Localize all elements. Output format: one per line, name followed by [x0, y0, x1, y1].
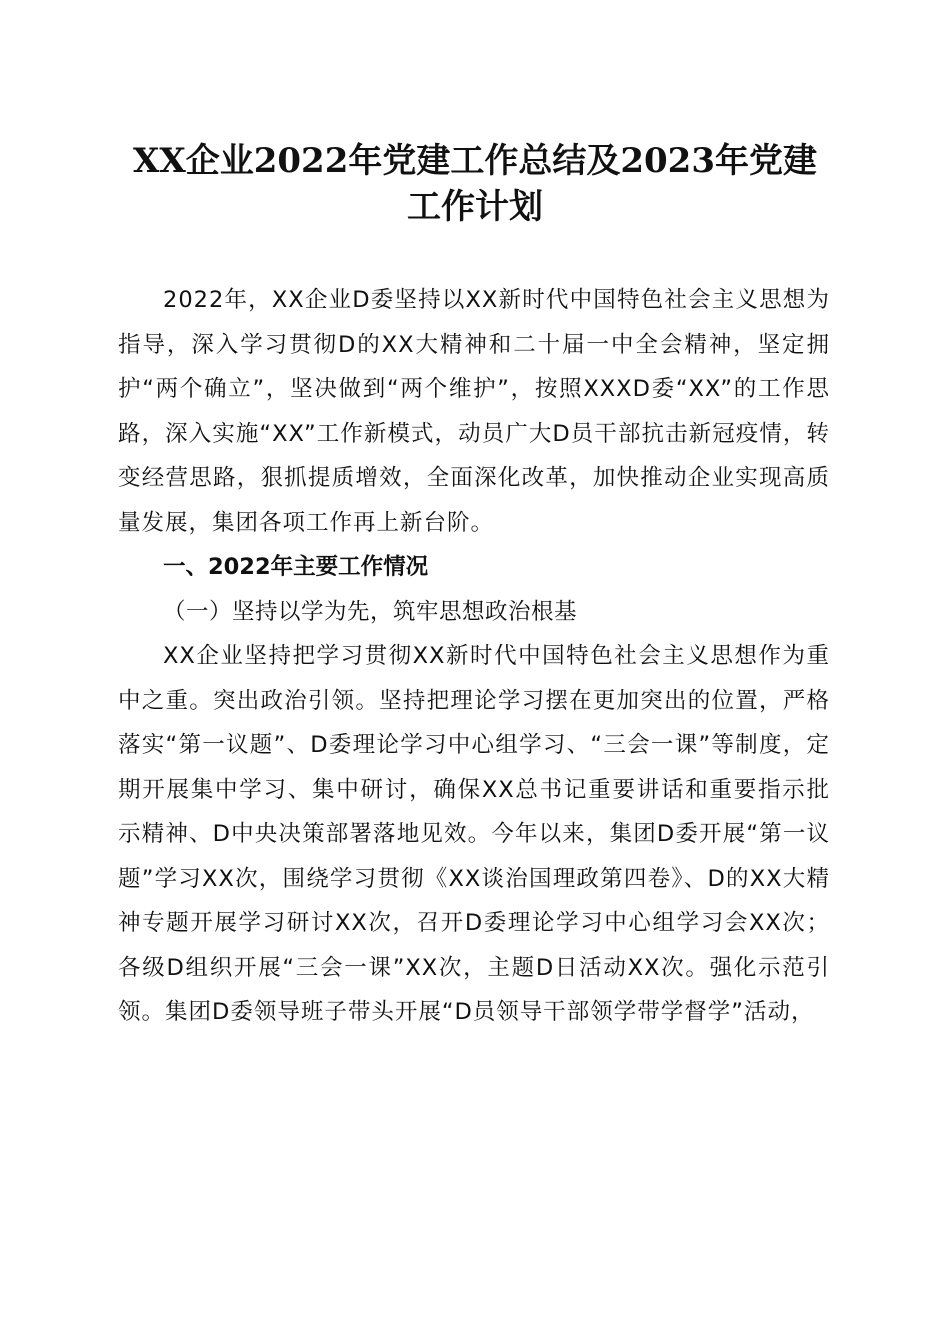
- section-paragraph-1: XX企业坚持把学习贯彻XX新时代中国特色社会主义思想作为重中之重。突出政治引领。坚持把理论学习摆在更加突出的位置，严格落实“第一议题”、D委理论学习中心组学习、“三会一课”等制度，定期开展集中学习、集中研讨，确保XX总书记重要讲话和重要指示批示精神、D中央决策部署落地见效。今年以来，集团D委开展“第一议题”学习XX次，围绕学习贯彻《XX谈治国理政第四卷》、D的XX大精神专题开展学习研讨XX次，召开D委理论学习中心组学习会XX次；各级D组织开展“三会一课”XX次，主题D日活动XX次。强化示范引领。集团D委领导班子带头开展“D员领导干部领学带学督学”活动，: [118, 643, 830, 1025]
- document-title: [120, 138, 830, 230]
- subsection-heading-1: （一）坚持以学为先，筑牢思想政治根基: [163, 598, 578, 625]
- title-line-2: 工作计划: [407, 187, 543, 227]
- title-line-1: XX企业2022年党建工作总结及2023年党建: [132, 141, 818, 181]
- section-heading-1: 一、2022年主要工作情况: [163, 554, 429, 580]
- intro-paragraph: 2022年，XX企业D委坚持以XX新时代中国特色社会主义思想为指导，深入学习贯彻D的XX大精神和二十届一中全会精神，坚定拥护“两个确立”，坚决做到“两个维护”，按照XXXD委“XX”的工作思路，深入实施“XX”工作新模式，动员广大D员干部抗击新冠疫情，转变经营思路，狠抓提质增效，全面深化改革，加快推动企业实现高质量发展，集团各项工作再上新台阶。: [118, 287, 830, 536]
- document-body: [118, 278, 830, 1035]
